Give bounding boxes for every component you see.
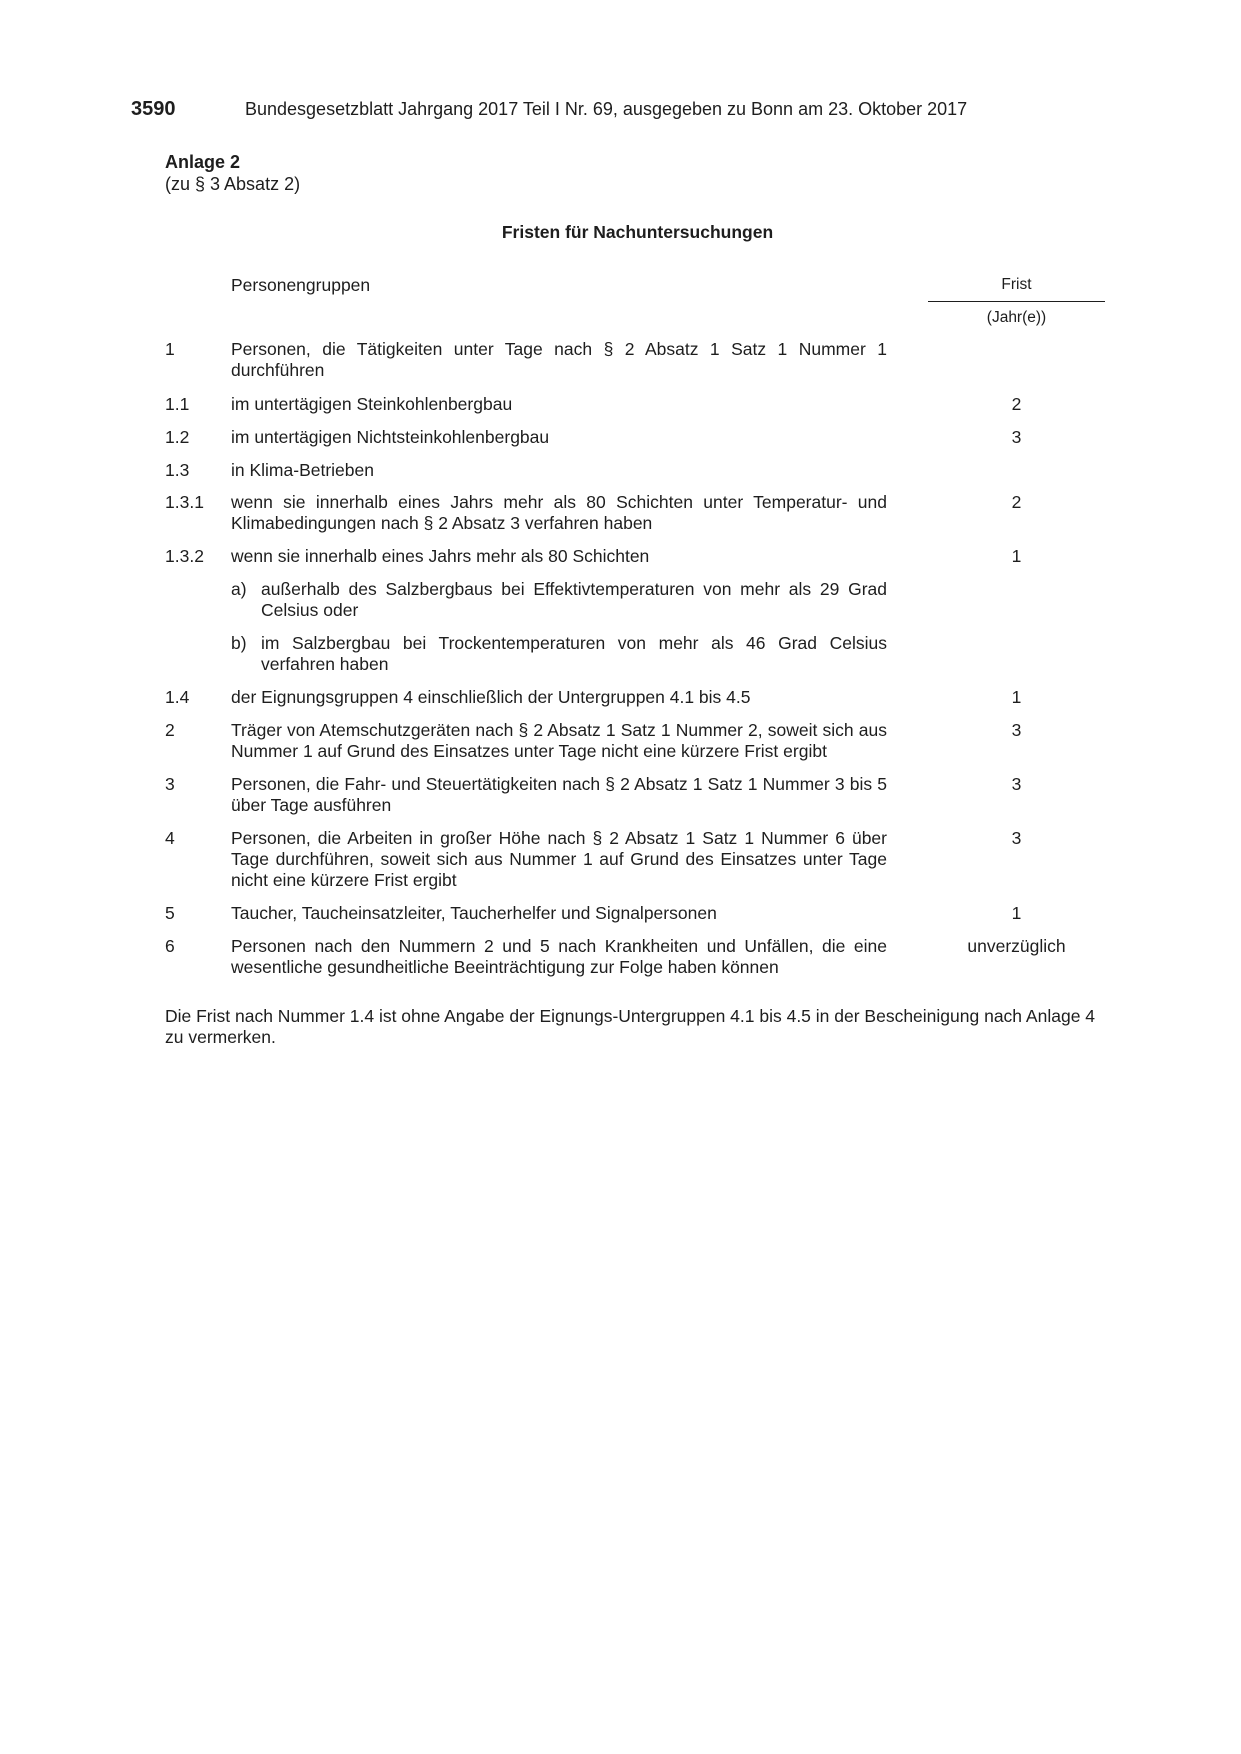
table-row [165, 492, 1110, 534]
subrow-label: b) [231, 633, 247, 653]
subrow-label: a) [231, 579, 247, 599]
row-description: Personen, die Tätigkeiten unter Tage nach § 2 Absatz 1 Satz 1 Nummer 1 durchführen [231, 339, 887, 380]
row-number: 1.2 [165, 427, 190, 447]
row-description: im untertägigen Nichtsteinkohlenbergbau [231, 427, 550, 447]
row-frist: 3 [1011, 828, 1022, 848]
table-row [165, 460, 1110, 481]
row-frist: unverzüglich [967, 936, 1066, 956]
row-number: 1.3 [165, 460, 190, 480]
table-row [165, 427, 1110, 448]
table-row [165, 903, 1110, 924]
row-description: Personen, die Arbeiten in großer Höhe nach § 2 Absatz 1 Satz 1 Nummer 6 über Tage durchführen, soweit sich aus Nummer 1 auf Grund des Einsatzes unter Tage nicht eine kürzere Frist ergibt [231, 828, 887, 890]
row-frist: 3 [1011, 427, 1022, 447]
annex-reference: (zu § 3 Absatz 2) [165, 174, 301, 194]
row-frist: 2 [1011, 394, 1022, 414]
table-title: Fristen für Nachuntersuchungen [501, 222, 774, 242]
table-subrow [165, 579, 1110, 621]
row-number: 4 [165, 828, 175, 848]
table-row [165, 339, 1110, 381]
row-description: Personen, die Fahr- und Steuertätigkeiten nach § 2 Absatz 1 Satz 1 Nummer 3 bis 5 über Tage ausführen [231, 774, 887, 815]
row-description: in Klima-Betrieben [231, 460, 374, 480]
table-row [165, 394, 1110, 415]
column-header-frist: Frist [928, 276, 1105, 302]
subrow-description: im Salzbergbau bei Trockentemperaturen von mehr als 46 Grad Celsius verfahren haben [261, 633, 887, 674]
row-frist: 1 [1011, 687, 1022, 707]
table-row [165, 936, 1110, 978]
annex-title: Anlage 2 [165, 152, 241, 172]
deadlines-table [165, 339, 1110, 978]
row-number: 1.1 [165, 394, 190, 414]
row-description: Träger von Atemschutzgeräten nach § 2 Absatz 1 Satz 1 Nummer 2, soweit sich aus Nummer 1 auf Grund des Einsatzes unter Tage nicht eine kürzere Frist ergibt [231, 720, 887, 761]
row-frist: 1 [1011, 546, 1022, 566]
publication-line: Bundesgesetzblatt Jahrgang 2017 Teil I Nr. 69, ausgegeben zu Bonn am 23. Oktober 2017 [245, 99, 968, 119]
row-description: wenn sie innerhalb eines Jahrs mehr als 80 Schichten unter Temperatur- und Klimabedingungen nach § 2 Absatz 3 verfahren haben [231, 492, 887, 533]
row-frist: 3 [1011, 774, 1022, 794]
row-number: 5 [165, 903, 175, 923]
subrow-description: außerhalb des Salzbergbaus bei Effektivtemperaturen von mehr als 29 Grad Celsius oder [261, 579, 887, 620]
table-subrow [165, 633, 1110, 675]
table-row [165, 546, 1110, 567]
page-number: 3590 [131, 98, 176, 120]
row-description: Taucher, Taucheinsatzleiter, Taucherhelfer und Signalpersonen [231, 903, 717, 923]
column-header-unit: (Jahr(e)) [986, 309, 1047, 326]
row-description: der Eignungsgruppen 4 einschließlich der Untergruppen 4.1 bis 4.5 [231, 687, 751, 707]
page-header [131, 98, 1131, 121]
row-number: 3 [165, 774, 175, 794]
row-number: 1.4 [165, 687, 190, 707]
annex-block [165, 151, 300, 195]
row-number: 1.3.1 [165, 492, 204, 512]
column-header-personengruppen: Personengruppen [231, 275, 371, 295]
row-number: 1.3.2 [165, 546, 204, 566]
footnote: Die Frist nach Nummer 1.4 ist ohne Angabe der Eignungs-Untergruppen 4.1 bis 4.5 in der Bescheinigung nach Anlage 4 zu vermerken. [165, 1006, 1096, 1047]
row-description: im untertägigen Steinkohlenbergbau [231, 394, 513, 414]
row-frist: 2 [1011, 492, 1022, 512]
row-number: 1 [165, 339, 175, 359]
table-row [165, 828, 1110, 891]
table-row [165, 687, 1110, 708]
row-frist: 3 [1011, 720, 1022, 740]
table-row [165, 720, 1110, 762]
row-number: 6 [165, 936, 175, 956]
row-description: Personen nach den Nummern 2 und 5 nach Krankheiten und Unfällen, die eine wesentliche gesundheitliche Beeinträchtigung zur Folge haben können [231, 936, 887, 977]
table-row [165, 774, 1110, 816]
row-description: wenn sie innerhalb eines Jahrs mehr als 80 Schichten [231, 546, 650, 566]
row-frist: 1 [1011, 903, 1022, 923]
row-number: 2 [165, 720, 175, 740]
